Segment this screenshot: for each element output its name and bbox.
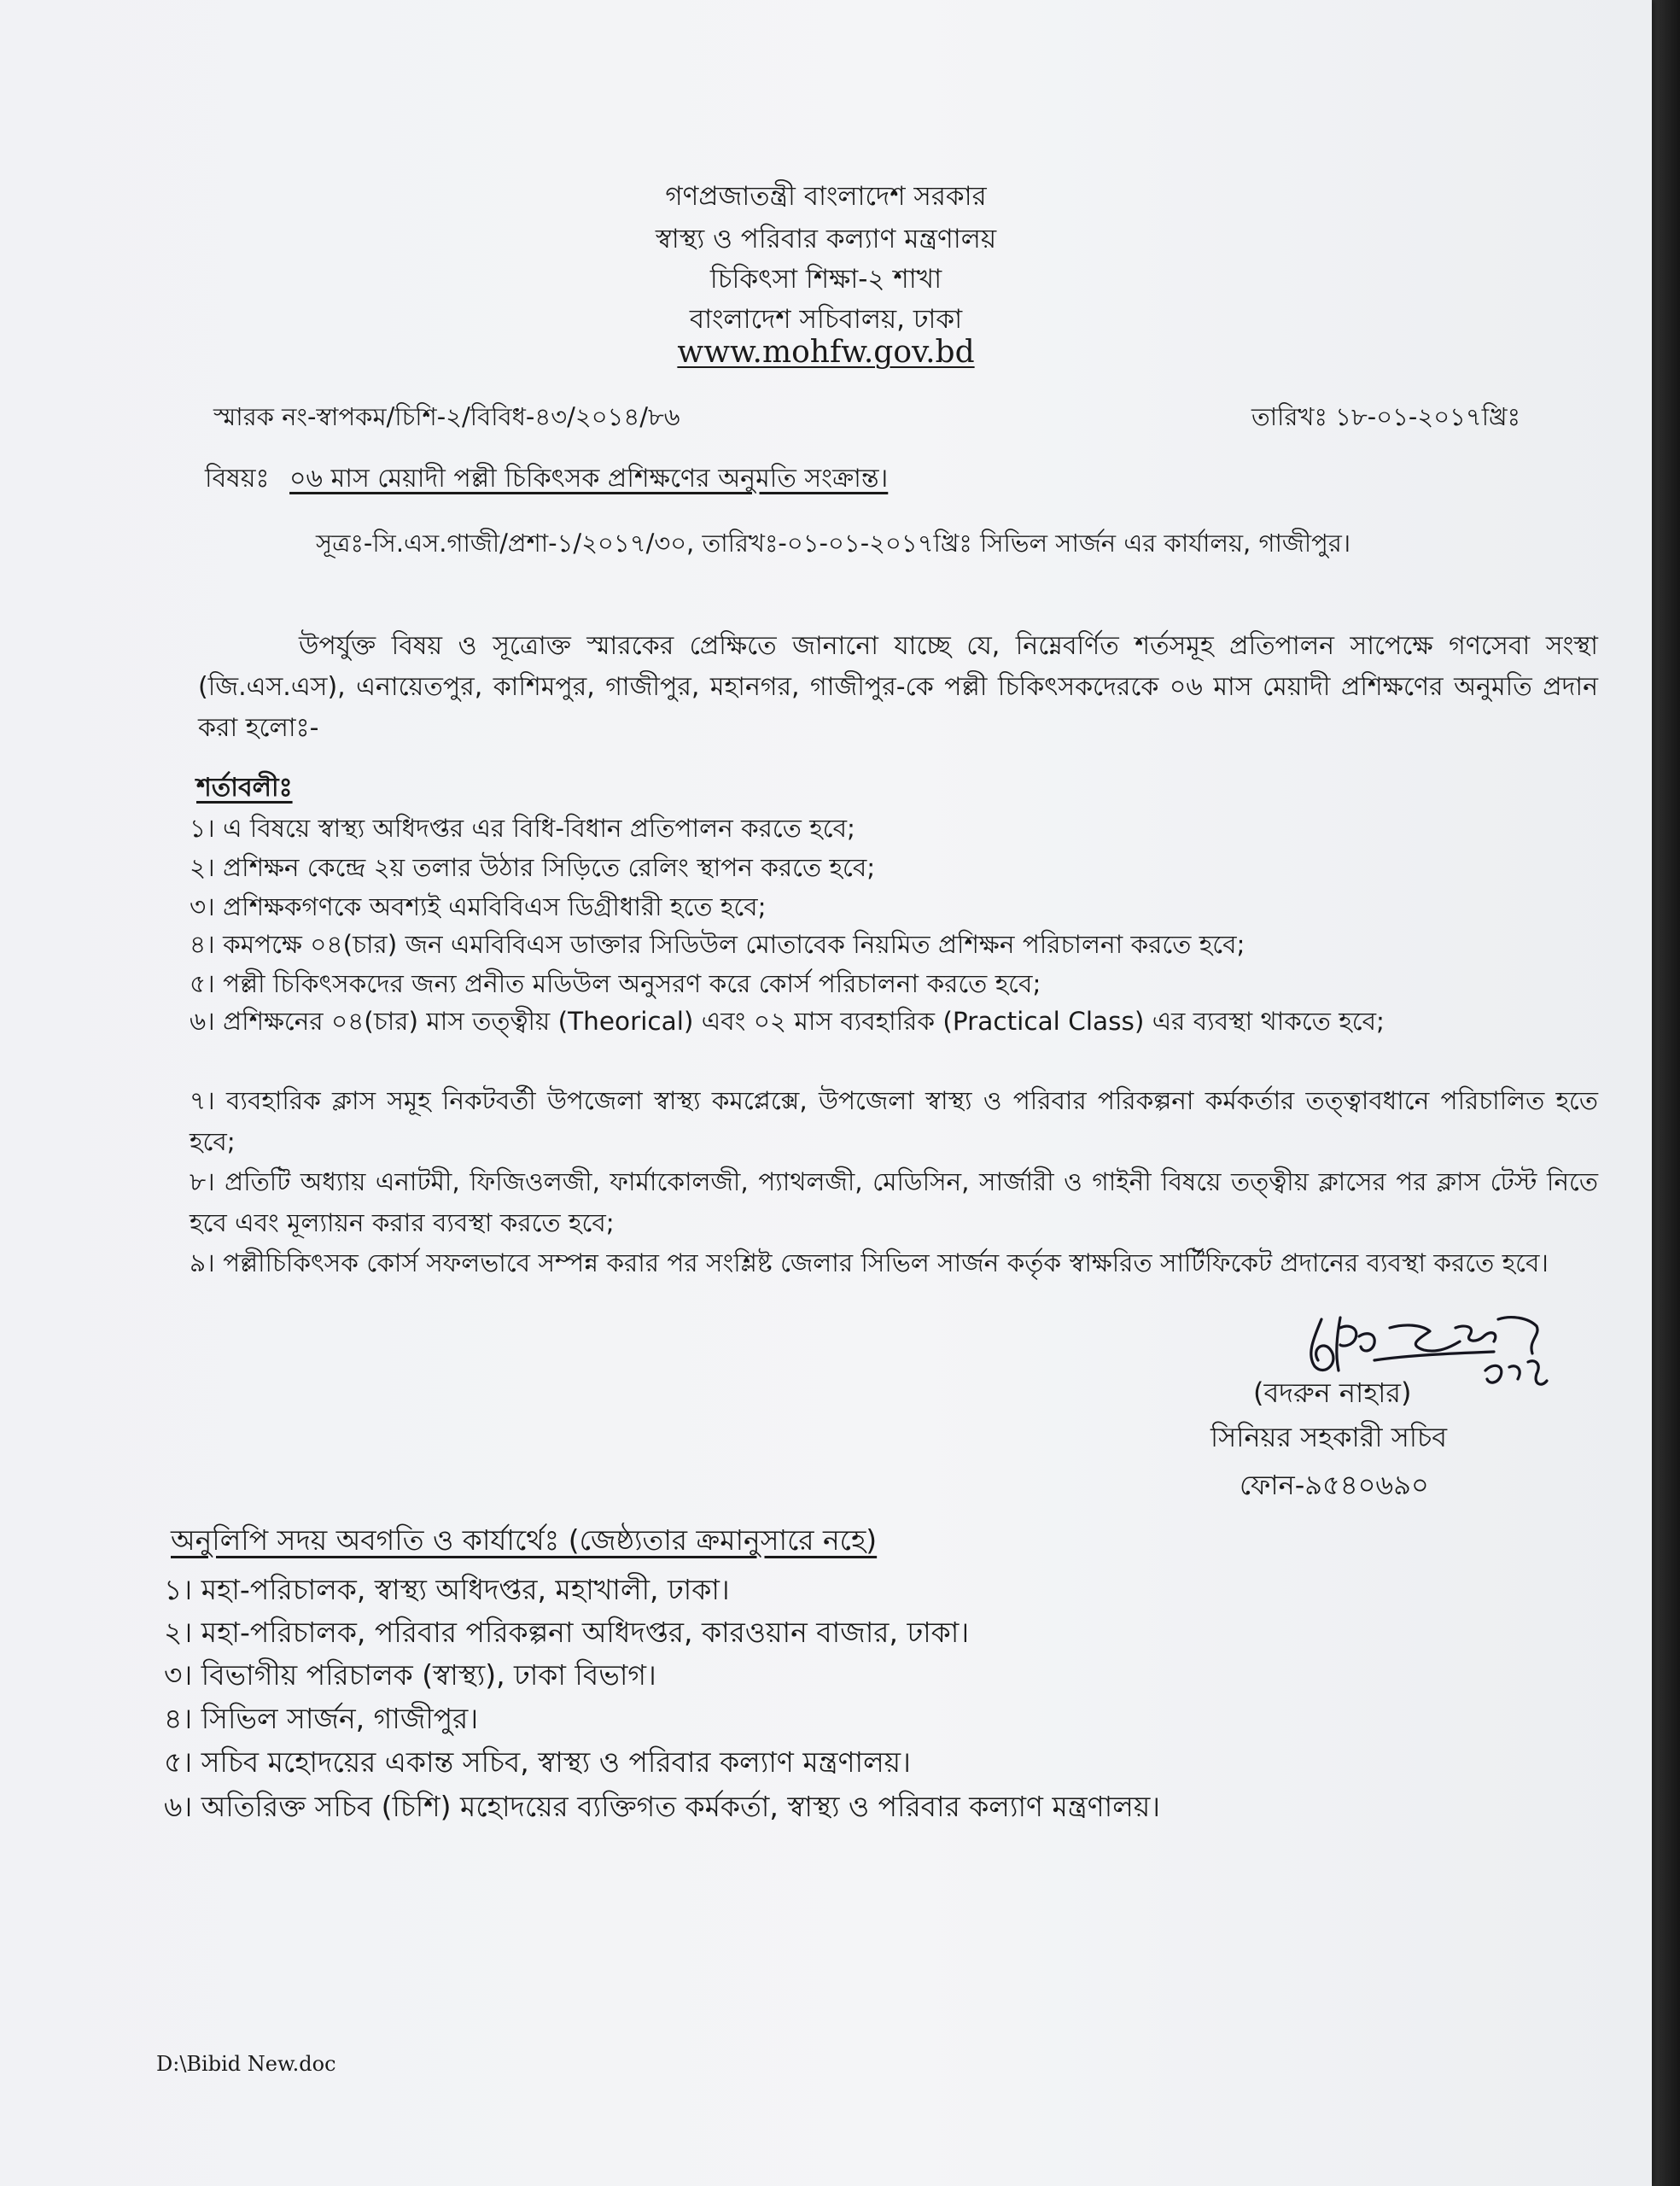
- condition-item: ৯। পল্লীচিকিৎসক কোর্স সফলভাবে সম্পন্ন করার পর সংশ্লিষ্ট জেলার সিভিল সার্জন কর্তৃক স্বাক্ষরিত সার্টিফিকেট প্রদানের ব্যবস্থা করতে হবে।: [190, 1248, 1549, 1277]
- ministry-name: স্বাস্থ্য ও পরিবার কল্যাণ মন্ত্রণালয়: [655, 224, 997, 254]
- subject-text: ০৬ মাস মেয়াদী পল্লী চিকিৎসক প্রশিক্ষণের অনুমতি সংক্রান্ত।: [289, 464, 889, 494]
- copy-to-title: অনুলিপি সদয় অবগতি ও কার্যার্থেঃ (জেষ্ঠ্যতার ক্রমানুসারে নহে): [171, 1523, 878, 1557]
- body-paragraph: উপর্যুক্ত বিষয় ও সূত্রোক্ত স্মারকের প্রেক্ষিতে জানানো যাচ্ছে যে, নিম্নেবর্ণিত শর্তসমূহ প্রতিপালন সাপেক্ষে গণসেবা সংস্থা (জি.এস.এস), এনায়েতপুর, কাশিমপুর, গাজীপুর, মহানগর, গাজীপুর-কে পল্লী চিকিৎসকদেরকে ০৬ মাস মেয়াদী প্রশিক্ষণের অনুমতি প্রদান করা হলোঃ-: [198, 631, 1598, 743]
- signatory-phone: ফোন-৯৫৪০৬৯০: [1240, 1469, 1429, 1501]
- memo-date: তারিখঃ ১৮-০১-২০১৭খ্রিঃ: [1251, 402, 1521, 431]
- copy-to-item: ৬। অতিরিক্ত সচিব (চিশি) মহোদয়ের ব্যক্তিগত কর্মকর্তা, স্বাস্থ্য ও পরিবার কল্যাণ মন্ত্রণালয়।: [164, 1790, 1161, 1823]
- signatory-name: (বদরুন নাহার): [1253, 1376, 1412, 1409]
- website-wrapper: [0, 335, 1652, 370]
- reference-line: সূত্রঃ-সি.এস.গাজী/প্রশা-১/২০১৭/৩০, তারিখঃ-০১-০১-২০১৭খ্রিঃ সিভিল সার্জন এর কার্যালয়, গাজীপুর।: [316, 529, 1351, 558]
- govt-name: গণপ্রজাতন্ত্রী বাংলাদেশ সরকার: [665, 181, 987, 212]
- copy-to-item: ৫। সচিব মহোদয়ের একান্ত সচিব, স্বাস্থ্য ও পরিবার কল্যাণ মন্ত্রণালয়।: [164, 1745, 911, 1779]
- condition-item: ১। এ বিষয়ে স্বাস্থ্য অধিদপ্তর এর বিধি-বিধান প্রতিপালন করতে হবে;: [190, 814, 855, 843]
- section-name: চিকিৎসা শিক্ষা-২ শাখা: [709, 264, 942, 295]
- website-link[interactable]: www.mohfw.gov.bd: [677, 335, 975, 370]
- conditions-title: শর্তাবলীঃ: [196, 773, 293, 803]
- condition-item: ৪। কমপক্ষে ০৪(চার) জন এমবিবিএস ডাক্তার সিডিউল মোতাবেক নিয়মিত প্রশিক্ষন পরিচালনা করতে হবে;: [190, 930, 1245, 959]
- copy-to-item: ৩। বিভাগীয় পরিচালক (স্বাস্থ্য), ঢাকা বিভাগ।: [164, 1658, 656, 1692]
- memo-number: স্মারক নং-স্বাপকম/চিশি-২/বিবিধ-৪৩/২০১৪/৮৬: [213, 402, 680, 431]
- subject-line: [205, 458, 888, 501]
- condition-item: ৮। প্রতিটি অধ্যায় এনাটমী, ফিজিওলজী, ফার্মাকোলজী, প্যাথলজী, মেডিসিন, সার্জারী ও গাইনী বিষয়ে তত্ত্বীয় ক্লাসের পর ক্লাস টেস্ট নিতে হবে এবং মূল্যায়ন করার ব্যবস্থা করতে হবে;: [190, 1167, 1598, 1237]
- condition-item: ৭। ব্যবহারিক ক্লাস সমূহ নিকটবর্তী উপজেলা স্বাস্থ্য কমপ্লেক্সে, উপজেলা স্বাস্থ্য ও পরিবার পরিকল্পনা কর্মকর্তার তত্ত্বাবধানে পরিচালিত হতে হবে;: [190, 1086, 1598, 1156]
- condition-item: ৩। প্রশিক্ষকগণকে অবশ্যই এমবিবিএস ডিগ্রীধারী হতে হবে;: [190, 892, 767, 921]
- copy-to-item: ৪। সিভিল সার্জন, গাজীপুর।: [164, 1702, 479, 1735]
- copy-to-item: ২। মহা-পরিচালক, পরিবার পরিকল্পনা অধিদপ্তর, কারওয়ান বাজার, ঢাকা।: [164, 1616, 970, 1649]
- condition-item: ২। প্রশিক্ষন কেন্দ্রে ২য় তলার উঠার সিড়িতে রেলিং স্থাপন করতে হবে;: [190, 853, 876, 882]
- subject-label: বিষয়ঃ: [205, 464, 270, 494]
- condition-item: ৫। পল্লী চিকিৎসকদের জন্য প্রনীত মডিউল অনুসরণ করে কোর্স পরিচালনা করতে হবে;: [190, 969, 1041, 998]
- office-location: বাংলাদেশ সচিবালয়, ঢাকা: [689, 304, 963, 335]
- copy-to-item: ১। মহা-পরিচালক, স্বাস্থ্য অধিদপ্তর, মহাখালী, ঢাকা।: [164, 1573, 730, 1606]
- condition-item: ৬। প্রশিক্ষনের ০৪(চার) মাস তত্ত্বীয় (Theorical) এবং ০২ মাস ব্যবহারিক (Practical Class) এর ব্যবস্থা থাকতে হবে;: [190, 1007, 1385, 1036]
- file-path-footer: D:\Bibid New.doc: [156, 2052, 336, 2076]
- signatory-designation: সিনিয়র সহকারী সচিব: [1210, 1421, 1448, 1453]
